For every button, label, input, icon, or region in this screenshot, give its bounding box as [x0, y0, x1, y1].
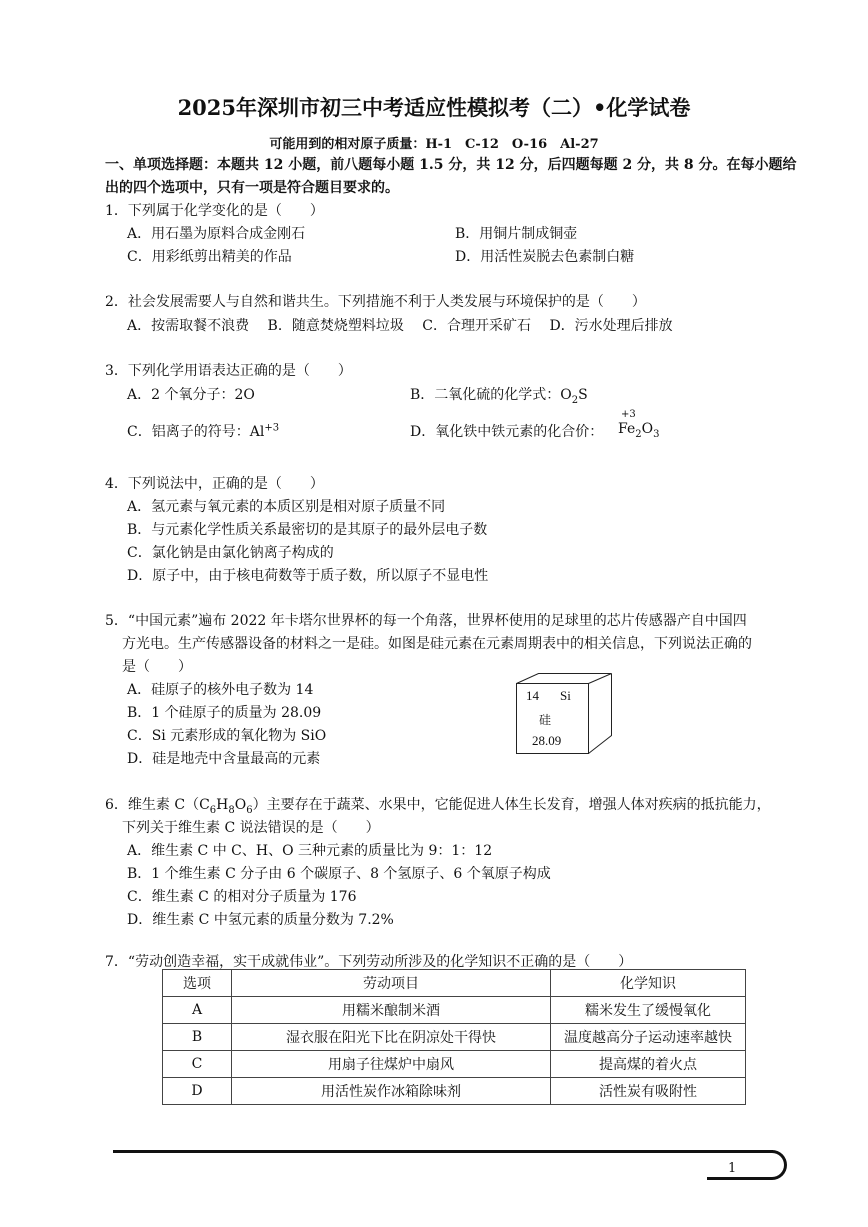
silicon-element-card — [516, 673, 612, 753]
q7-table — [162, 969, 746, 1105]
q1-option-d: D．用活性炭脱去色素制白糖 — [455, 249, 635, 265]
q6-option-d: D．维生素 C 中氢元素的质量分数为 7.2% — [127, 912, 394, 928]
q5-stem-line2: 方光电。生产传感器设备的材料之一是硅。如图是硅元素在元素周期表中的相关信息，下列说法正确的 — [122, 636, 752, 652]
table-cell: A — [163, 997, 232, 1024]
table-cell: 温度越高分子运动速率越快 — [551, 1024, 746, 1051]
table-cell: 用糯米酿制米酒 — [232, 997, 551, 1024]
table-row — [163, 997, 746, 1024]
table-row — [163, 1024, 746, 1051]
atomic-mass-note: 可能用到的相对原子质量：H-1 C-12 O-16 Al-27 — [269, 137, 599, 152]
q6-stem-line1: 6．维生素 $C(C_6H_8O_6)$主要存在于蔬菜、水果中，它能促进人体生长发育，增强人体对疾病的抵抗能力， — [105, 797, 771, 816]
q3-option-a: A．2 个氧分子：2O — [127, 387, 255, 403]
q1-option-c: C．用彩纸剪出精美的作品 — [127, 249, 292, 265]
q4-stem: 4．下列说法中，正确的是（ ） — [105, 476, 324, 492]
q1-option-a: A．用石墨为原料合成金刚石 — [127, 226, 306, 242]
table-header: 选项 — [163, 970, 232, 997]
q3-valence-mark: +3 — [621, 409, 636, 420]
q2-options: A．按需取餐不浪费 B．随意焚烧塑料垃圾 C．合理开采矿石 D．污水处理后排放 — [127, 318, 673, 334]
table-cell: 用扇子往煤炉中扇风 — [232, 1051, 551, 1078]
table-cell: 湿衣服在阳光下比在阴凉处干得快 — [232, 1024, 551, 1051]
q3-stem: 3．下列化学用语表达正确的是（ ） — [105, 363, 352, 379]
q4-option-a: A．氢元素与氧元素的本质区别是相对原子质量不同 — [127, 499, 446, 515]
q6-stem-line2: 下列关于维生素 C 说法错误的是（ ） — [122, 820, 380, 836]
table-header-row — [163, 970, 746, 997]
q3-option-d: D．氧化铁中铁元素的化合价： — [410, 424, 604, 440]
q6-option-c: C．维生素 C 的相对分子质量为 176 — [127, 889, 357, 905]
table-header: 化学知识 — [551, 970, 746, 997]
table-cell: B — [163, 1024, 232, 1051]
table-row — [163, 1078, 746, 1105]
table-cell: 提高煤的着火点 — [551, 1051, 746, 1078]
silicon-atomic-mass: 28.09 — [532, 733, 562, 748]
q1-option-b: B．用铜片制成铜壶 — [455, 226, 578, 242]
q5-stem-line3: 是（ ） — [122, 659, 192, 675]
q4-option-d: D．原子中，由于核电荷数等于质子数，所以原子不显电性 — [127, 568, 489, 584]
table-row — [163, 1051, 746, 1078]
page-number-tab — [707, 1150, 787, 1180]
q5-option-b: B．1 个硅原子的质量为 28.09 — [127, 705, 322, 721]
table-cell: C — [163, 1051, 232, 1078]
silicon-name: 硅 — [539, 713, 552, 727]
page-title: 2025年深圳市初三中考适应性模拟考（二）•化学试卷 — [177, 95, 691, 120]
q1-stem: 1．下列属于化学变化的是（ ） — [105, 203, 324, 219]
q5-option-c: C．Si 元素形成的氧化物为 SiO — [127, 728, 327, 744]
q4-option-c: C．氯化钠是由氯化钠离子构成的 — [127, 545, 334, 561]
page-number: 1 — [728, 1161, 737, 1176]
table-cell: 活性炭有吸附性 — [551, 1078, 746, 1105]
footer-rule — [113, 1150, 773, 1153]
q2-stem: 2．社会发展需要人与自然和谐共生。下列措施不利于人类发展与环境保护的是（ ） — [105, 294, 646, 310]
q6-option-b: B．1 个维生素 C 分子由 6 个碳原子、8 个氢原子、6 个氧原子构成 — [127, 866, 551, 882]
q7-stem: 7．“劳动创造幸福，实干成就伟业”。下列劳动所涉及的化学知识不正确的是（ ） — [105, 954, 633, 970]
table-cell: D — [163, 1078, 232, 1105]
silicon-symbol: Si — [560, 688, 571, 703]
q4-option-b: B．与元素化学性质关系最密切的是其原子的最外层电子数 — [127, 522, 488, 538]
q6-option-a: A．维生素 C 中 C、H、O 三种元素的质量比为 9：1：12 — [127, 843, 493, 859]
section-heading: 一、单项选择题：本题共 12 小题，前八题每小题 1.5 分，共 12 分，后四题每题 2 分，共 8 分。在每小题给出的四个选项中，只有一项是符合题目要求的。 — [105, 157, 797, 196]
q3-option-b: B．二氧化硫的化学式：$O_2S$ — [410, 387, 588, 406]
q3-option-c: C．铝离子的符号：$Al^{+3}$ — [127, 422, 280, 440]
table-cell: 糯米发生了缓慢氧化 — [551, 997, 746, 1024]
q5-stem-line1: 5．“中国元素”遍布 2022 年卡塔尔世界杯的每一个角落，世界杯使用的足球里的芯片传感器产自中国四 — [105, 613, 747, 629]
table-header: 劳动项目 — [232, 970, 551, 997]
q5-option-a: A．硅原子的核外电子数为 14 — [127, 682, 314, 698]
table-cell: 用活性炭作冰箱除味剂 — [232, 1078, 551, 1105]
q5-option-d: D．硅是地壳中含量最高的元素 — [127, 751, 321, 767]
silicon-atomic-number: 14 — [526, 688, 539, 703]
q3-fe2o3: $Fe_2O_3$ — [618, 421, 660, 440]
